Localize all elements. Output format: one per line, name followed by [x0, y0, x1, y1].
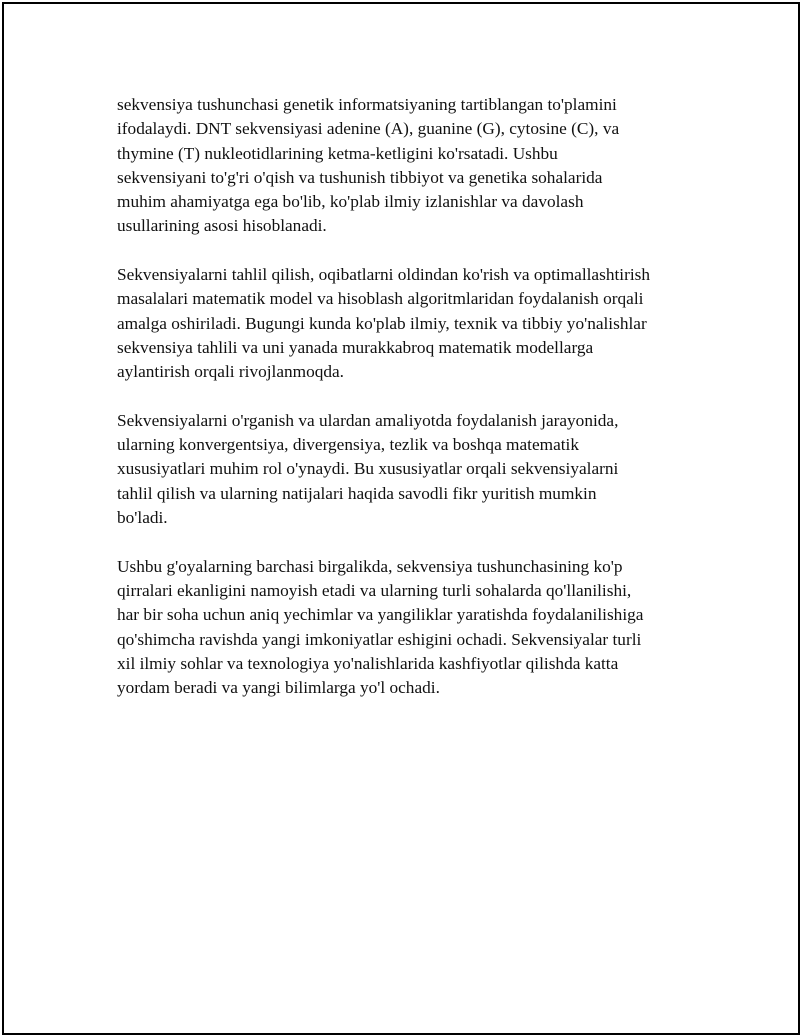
text-line: amalga oshiriladi. Bugungi kunda ko'plab ilmiy, texnik va tibbiy yo'nalishlar	[117, 313, 647, 333]
text-line: ularning konvergentsiya, divergensiya, tezlik va boshqa matematik	[117, 435, 579, 455]
paragraph-2	[117, 263, 697, 384]
text-line: qo'shimcha ravishda yangi imkoniyatlar eshigini ochadi. Sekvensiyalar turli	[117, 629, 642, 649]
text-line: Sekvensiyalarni tahlil qilish, oqibatlarni oldindan ko'rish va optimallashtirish	[117, 265, 650, 285]
text-line: xil ilmiy sohlar va texnologiya yo'nalishlarida kashfiyotlar qilishda katta	[117, 653, 619, 673]
text-line: sekvensiya tushunchasi genetik informatsiyaning tartiblangan to'plamini	[117, 95, 617, 114]
text-line: muhim ahamiyatga ega bo'lib, ko'plab ilmiy izlanishlar va davolash	[117, 192, 584, 212]
text-line: har bir soha uchun aniq yechimlar va yangiliklar yaratishda foydalanilishiga	[117, 605, 644, 625]
text-line: sekvensiyani to'g'ri o'qish va tushunish tibbiyot va genetika sohalarida	[117, 167, 603, 187]
text-line: Sekvensiyalarni o'rganish va ulardan amaliyotda foydalanish jarayonida,	[117, 410, 619, 430]
text-line: xususiyatlari muhim rol o'ynaydi. Bu xususiyatlar orqali sekvensiyalarni	[117, 459, 619, 479]
text-line: qirralari ekanligini namoyish etadi va ularning turli sohalarda qo'llanilishi,	[117, 580, 632, 600]
text-line: usullarining asosi hisoblanadi.	[117, 216, 327, 236]
text-line: yordam beradi va yangi bilimlarga yo'l ochadi.	[117, 678, 440, 698]
text-line: thymine (T) nukleotidlarining ketma-ketligini ko'rsatadi. Ushbu	[117, 143, 558, 163]
paragraph-1	[117, 93, 697, 239]
document-body	[117, 93, 697, 725]
text-line: ifodalaydi. DNT sekvensiyasi adenine (A), guanine (G), cytosine (C), va	[117, 119, 620, 139]
text-line: Ushbu g'oyalarning barchasi birgalikda, sekvensiya tushunchasining ko'p	[117, 556, 623, 576]
text-line: tahlil qilish va ularning natijalari haqida savodli fikr yuritish mumkin	[117, 483, 597, 503]
text-line: aylantirish orqali rivojlanmoqda.	[117, 362, 345, 382]
text-line: sekvensiya tahlili va uni yanada murakkabroq matematik modellarga	[117, 337, 594, 357]
paragraph-3	[117, 409, 697, 530]
text-line: bo'ladi.	[117, 508, 168, 528]
paragraph-4	[117, 555, 697, 701]
text-line: masalalari matematik model va hisoblash algoritmlaridan foydalanish orqali	[117, 289, 644, 309]
